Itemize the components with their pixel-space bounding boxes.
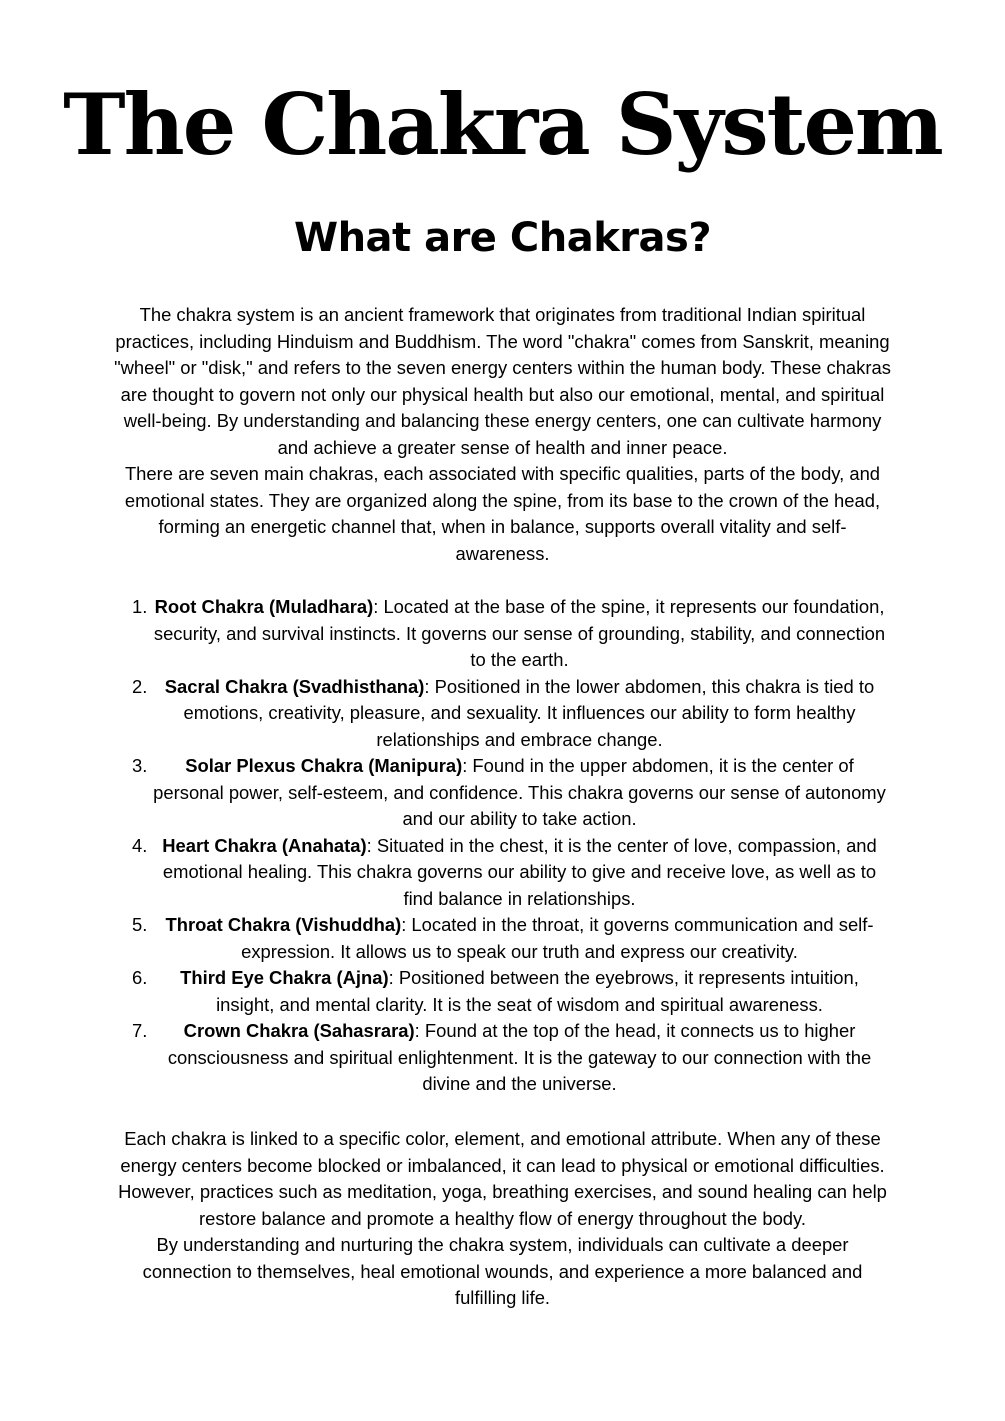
chakra-name: Root Chakra (Muladhara) [154, 596, 374, 617]
list-number: 7. [132, 1020, 148, 1041]
chakra-description: : Positioned in the lower abdomen, this chakra is tied to emotions, creativity, pleasure, and sexuality. It influences our ability to form healthy relationships and embrace change. [183, 675, 875, 750]
chakra-list [112, 594, 893, 1098]
chakra-name: Solar Plexus Chakra (Manipura) [185, 755, 463, 776]
list-number: 3. [132, 755, 148, 776]
closing-section [112, 1126, 893, 1312]
closing-paragraph: Each chakra is linked to a specific color, element, and emotional attribute. When any of these energy centers become blocked or imbalanced, it can lead to physical or emotional difficulties. However, practices such as meditation, yoga, breathing exercises, and sound healing can help restore balance and promote a healthy flow of energy throughout the body. [118, 1128, 887, 1229]
list-number: 4. [132, 834, 148, 856]
chakra-description: : Situated in the chest, it is the center of love, compassion, and emotional healing. This chakra governs our ability to give and receive love, as well as to find balance in relationships. [162, 834, 877, 909]
chakra-name: Third Eye Chakra (Ajna) [180, 967, 389, 988]
chakra-name: Throat Chakra (Vishuddha) [165, 914, 402, 935]
list-item [112, 1018, 893, 1098]
list-number: 6. [132, 967, 148, 988]
list-item [112, 753, 893, 833]
chakra-description: : Found in the upper abdomen, it is the center of personal power, self-esteem, and confidence. This chakra governs our sense of autonomy and our ability to take action. [153, 755, 886, 829]
chakra-description: : Located at the base of the spine, it represents our foundation, security, and survival instincts. It governs our sense of grounding, stability, and connection to the earth. [153, 596, 886, 670]
list-number: 1. [132, 596, 148, 617]
intro-section [112, 302, 893, 567]
list-number: 2. [132, 675, 148, 697]
chakra-name: Heart Chakra (Anahata) [162, 834, 367, 856]
list-item [112, 674, 893, 754]
closing-paragraph-2: By understanding and nurturing the chakra system, individuals can cultivate a deeper connection to themselves, heal emotional wounds, and experience a more balanced and fulfilling life. [142, 1234, 863, 1308]
list-item [112, 594, 893, 674]
list-item [112, 965, 893, 1018]
chakra-description: : Located in the throat, it governs communication and self-expression. It allows us to speak our truth and express our creativity. [241, 914, 874, 962]
chakra-description: : Found at the top of the head, it connects us to higher consciousness and spiritual enlightenment. It is the gateway to our connection with the divine and the universe. [167, 1020, 872, 1094]
page-title: The Chakra System [63, 75, 942, 174]
chakra-description: : Positioned between the eyebrows, it represents intuition, insight, and mental clarity. It is the seat of wisdom and spiritual awareness. [216, 967, 859, 1015]
intro-paragraph-2: There are seven main chakras, each associated with specific qualities, parts of the body, and emotional states. They are organized along the spine, from its base to the crown of the head, forming an energetic channel that, when in balance, supports overall vitality and self-awareness. [124, 463, 881, 564]
section-heading: What are Chakras? [293, 215, 712, 261]
list-item [112, 833, 893, 913]
chakra-name: Crown Chakra (Sahasrara) [183, 1020, 415, 1041]
list-item [112, 912, 893, 965]
chakra-name: Sacral Chakra (Svadhisthana) [164, 675, 425, 697]
list-number: 5. [132, 914, 148, 935]
intro-paragraph: The chakra system is an ancient framework that originates from traditional Indian spiritual practices, including Hinduism and Buddhism. The word "chakra" comes from Sanskrit, meaning "wheel" or "disk," and refers to the seven energy centers within the human body. These chakras are thought to govern not only our physical health but also our emotional, mental, and spiritual well-being. By understanding and balancing these energy centers, one can cultivate harmony and achieve a greater sense of health and inner peace. [114, 304, 891, 458]
